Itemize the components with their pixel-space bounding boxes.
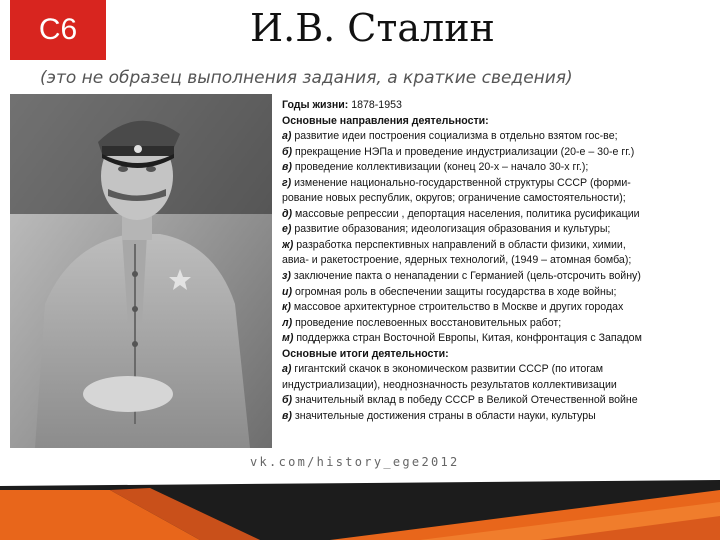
direction-item: в) проведение коллективизации (конец 20-х – начало 30-х гг.); bbox=[282, 161, 589, 174]
direction-item: б) прекращение НЭПа и проведение индустриализации (20-е – 30-е гг.) bbox=[282, 145, 635, 158]
direction-item: рование новых республик, округов; ограничение самостоятельности); bbox=[282, 192, 626, 205]
results-heading: Основные итоги деятельности: bbox=[282, 347, 449, 360]
direction-item: к) массовое архитектурное строительство в Москве и других городах bbox=[282, 301, 624, 314]
direction-item: д) массовые репрессии , депортация населения, политика русификации bbox=[282, 207, 640, 220]
years-label: Годы жизни: bbox=[282, 99, 349, 111]
direction-item: г) изменение национально-государственной структуры СССР (форми- bbox=[282, 176, 631, 189]
direction-item: е) развитие образования; идеологизация образования и культуры; bbox=[282, 223, 611, 236]
years-value: 1878-1953 bbox=[348, 99, 402, 111]
result-item: а) гигантский скачок в экономическом развитии СССР (по итогам bbox=[282, 363, 604, 376]
result-item: индустриализации), неоднозначность результатов коллективизации bbox=[282, 378, 617, 391]
page-subtitle: (это не образец выполнения задания, а краткие сведения) bbox=[40, 68, 573, 88]
source-link[interactable]: vk.com/history_ege2012 bbox=[250, 455, 460, 469]
result-item: б) значительный вклад в победу СССР в Великой Отечественной войне bbox=[282, 394, 638, 407]
portrait-photo bbox=[10, 94, 272, 448]
slide-badge: С6 bbox=[10, 0, 106, 60]
direction-item: м) поддержка стран Восточной Европы, Китая, конфронтация с Западом bbox=[282, 332, 642, 345]
direction-item: авиа- и ракетостроение, ядерных технологий, (1949 – атомная бомба); bbox=[282, 254, 632, 267]
direction-item: и) огромная роль в обеспечении защиты государства в ходе войны; bbox=[282, 285, 617, 298]
years-line bbox=[282, 98, 714, 114]
direction-item: з) заключение пакта о ненападении с Германией (цель-отсрочить войну) bbox=[282, 270, 641, 283]
result-item: в) значительные достижения страны в области науки, культуры bbox=[282, 409, 596, 422]
directions-heading: Основные направления деятельности: bbox=[282, 114, 489, 127]
decorative-band bbox=[0, 476, 720, 540]
info-text bbox=[282, 98, 714, 424]
direction-item: а) развитие идеи построения социализма в отдельно взятом гос-ве; bbox=[282, 130, 618, 143]
page-title: И.В. Сталин bbox=[250, 6, 495, 50]
direction-item: л) проведение послевоенных восстановительных работ; bbox=[282, 316, 562, 329]
direction-item: ж) разработка перспективных направлений в области физики, химии, bbox=[282, 238, 626, 251]
